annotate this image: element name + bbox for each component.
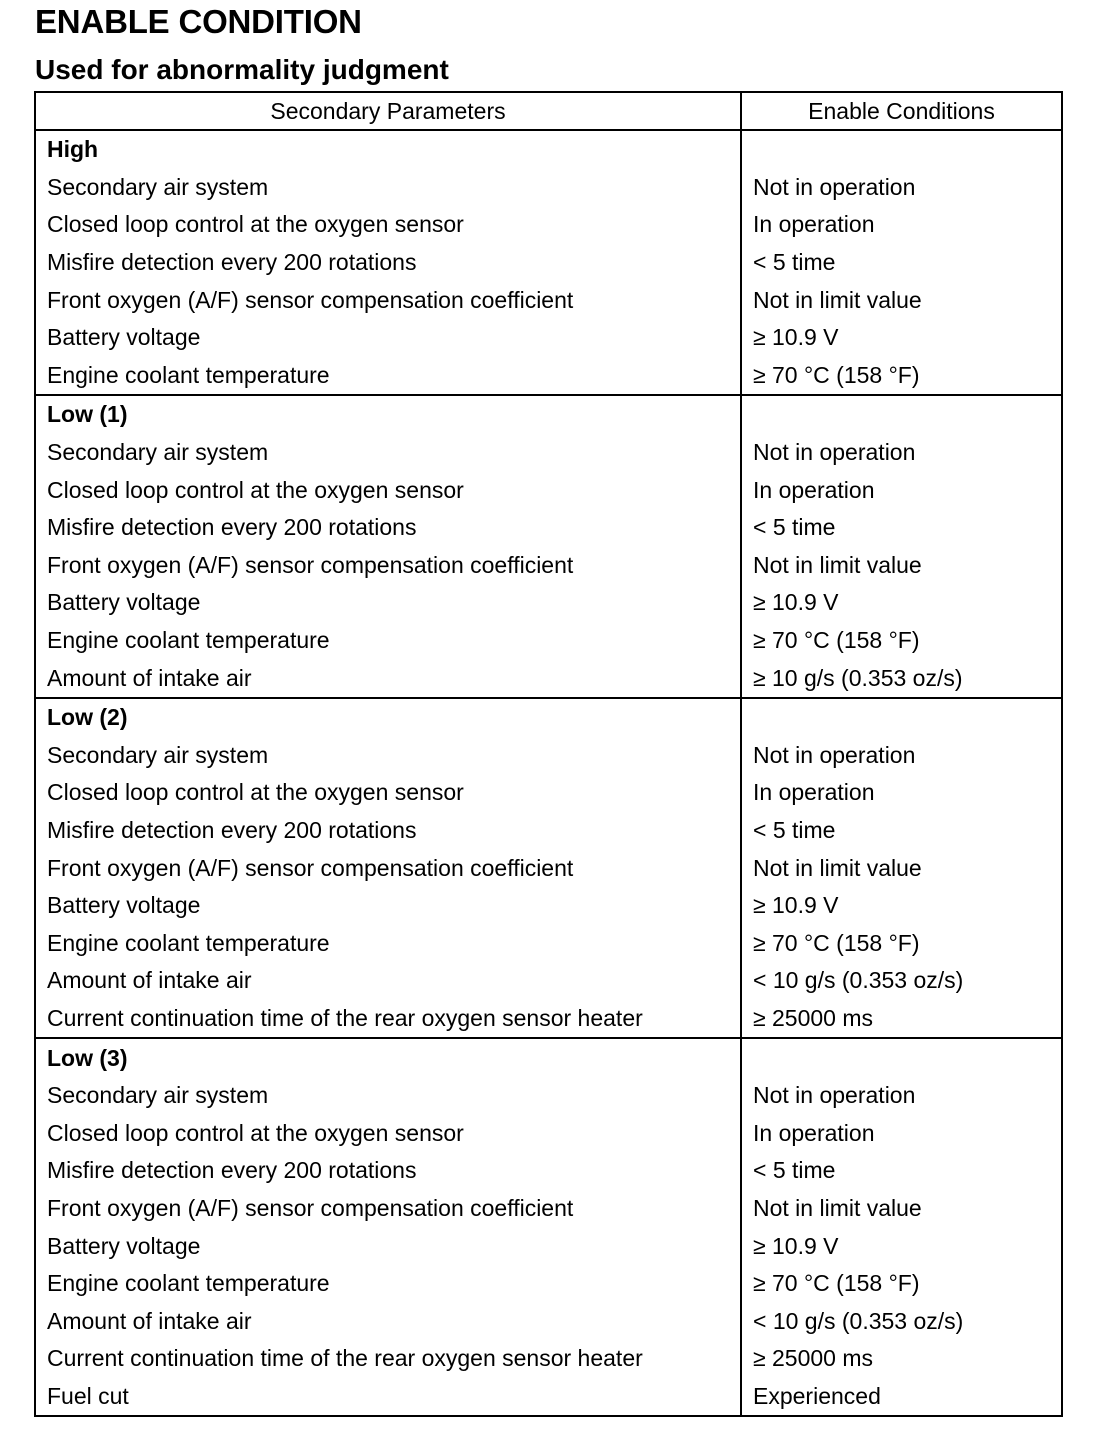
table-row (35, 281, 1062, 319)
parameter-cell: Closed loop control at the oxygen sensor (35, 206, 741, 244)
condition-cell: ≥ 70 °C (158 °F) (741, 357, 1062, 396)
table-row (35, 659, 1062, 698)
parameter-cell: Amount of intake air (35, 659, 741, 698)
condition-cell: Not in operation (741, 434, 1062, 472)
group-header-row (35, 130, 1062, 169)
table-row (35, 1227, 1062, 1265)
table-row (35, 1265, 1062, 1303)
table-row (35, 1190, 1062, 1228)
parameter-cell: Engine coolant temperature (35, 1265, 741, 1303)
parameter-cell: Amount of intake air (35, 962, 741, 1000)
table-row (35, 849, 1062, 887)
table-row (35, 924, 1062, 962)
table-row (35, 471, 1062, 509)
condition-cell: < 5 time (741, 509, 1062, 547)
group-label: Low (1) (35, 395, 741, 434)
condition-cell: ≥ 10.9 V (741, 887, 1062, 925)
table-row (35, 1152, 1062, 1190)
parameter-cell: Front oxygen (A/F) sensor compensation coefficient (35, 849, 741, 887)
parameter-cell: Engine coolant temperature (35, 357, 741, 396)
table-row (35, 1114, 1062, 1152)
table-row (35, 622, 1062, 660)
condition-cell: < 5 time (741, 244, 1062, 282)
parameter-cell: Secondary air system (35, 737, 741, 775)
table-header (35, 92, 1062, 130)
condition-cell: Not in limit value (741, 1190, 1062, 1228)
condition-cell: Experienced (741, 1378, 1062, 1417)
parameter-cell: Battery voltage (35, 1227, 741, 1265)
table-row (35, 319, 1062, 357)
table-row (35, 509, 1062, 547)
parameter-cell: Secondary air system (35, 434, 741, 472)
condition-cell: ≥ 10.9 V (741, 319, 1062, 357)
condition-cell: Not in operation (741, 1077, 1062, 1115)
table-row (35, 434, 1062, 472)
table-row (35, 1302, 1062, 1340)
condition-cell: Not in operation (741, 169, 1062, 207)
group-label-blank-cell (741, 1038, 1062, 1077)
condition-cell: < 10 g/s (0.353 oz/s) (741, 962, 1062, 1000)
header-row (35, 92, 1062, 130)
condition-cell: In operation (741, 471, 1062, 509)
parameter-cell: Fuel cut (35, 1378, 741, 1417)
condition-cell: < 5 time (741, 812, 1062, 850)
table-body (35, 130, 1062, 1416)
parameter-cell: Misfire detection every 200 rotations (35, 509, 741, 547)
parameter-cell: Misfire detection every 200 rotations (35, 244, 741, 282)
table-row (35, 1077, 1062, 1115)
parameter-cell: Battery voltage (35, 584, 741, 622)
page-title: ENABLE CONDITION (35, 3, 362, 40)
parameter-cell: Front oxygen (A/F) sensor compensation coefficient (35, 281, 741, 319)
parameter-cell: Closed loop control at the oxygen sensor (35, 774, 741, 812)
condition-cell: ≥ 70 °C (158 °F) (741, 1265, 1062, 1303)
table-row (35, 206, 1062, 244)
condition-cell: ≥ 10.9 V (741, 584, 1062, 622)
table-row (35, 1378, 1062, 1417)
enable-condition-table (34, 91, 1063, 1417)
table-row (35, 357, 1062, 396)
group-label-blank-cell (741, 698, 1062, 737)
condition-cell: In operation (741, 206, 1062, 244)
condition-cell: In operation (741, 1114, 1062, 1152)
condition-cell: ≥ 25000 ms (741, 1340, 1062, 1378)
table-row (35, 169, 1062, 207)
parameter-cell: Engine coolant temperature (35, 924, 741, 962)
group-label-blank-cell (741, 130, 1062, 169)
condition-cell: < 10 g/s (0.353 oz/s) (741, 1302, 1062, 1340)
condition-cell: In operation (741, 774, 1062, 812)
group-header-row (35, 698, 1062, 737)
parameter-cell: Amount of intake air (35, 1302, 741, 1340)
parameter-cell: Secondary air system (35, 169, 741, 207)
condition-cell: ≥ 25000 ms (741, 1000, 1062, 1039)
table-row (35, 244, 1062, 282)
table-row (35, 887, 1062, 925)
condition-cell: ≥ 70 °C (158 °F) (741, 622, 1062, 660)
condition-cell: ≥ 70 °C (158 °F) (741, 924, 1062, 962)
header-enable-conditions: Enable Conditions (741, 92, 1062, 130)
group-label: High (35, 130, 741, 169)
parameter-cell: Battery voltage (35, 319, 741, 357)
table-row (35, 1340, 1062, 1378)
parameter-cell: Battery voltage (35, 887, 741, 925)
table-row (35, 737, 1062, 775)
parameter-cell: Closed loop control at the oxygen sensor (35, 471, 741, 509)
condition-cell: Not in limit value (741, 281, 1062, 319)
parameter-cell: Closed loop control at the oxygen sensor (35, 1114, 741, 1152)
group-label: Low (2) (35, 698, 741, 737)
parameter-cell: Current continuation time of the rear oxygen sensor heater (35, 1340, 741, 1378)
condition-cell: < 5 time (741, 1152, 1062, 1190)
group-header-row (35, 1038, 1062, 1077)
condition-cell: ≥ 10.9 V (741, 1227, 1062, 1265)
group-label: Low (3) (35, 1038, 741, 1077)
parameter-cell: Front oxygen (A/F) sensor compensation coefficient (35, 1190, 741, 1228)
condition-cell: Not in limit value (741, 547, 1062, 585)
table-row (35, 962, 1062, 1000)
condition-cell: ≥ 10 g/s (0.353 oz/s) (741, 659, 1062, 698)
parameter-cell: Front oxygen (A/F) sensor compensation coefficient (35, 547, 741, 585)
condition-cell: Not in operation (741, 737, 1062, 775)
group-header-row (35, 395, 1062, 434)
section-subtitle: Used for abnormality judgment (35, 54, 449, 85)
parameter-cell: Misfire detection every 200 rotations (35, 1152, 741, 1190)
table-row (35, 774, 1062, 812)
table-row (35, 812, 1062, 850)
table-row (35, 1000, 1062, 1039)
parameter-cell: Current continuation time of the rear oxygen sensor heater (35, 1000, 741, 1039)
parameter-cell: Engine coolant temperature (35, 622, 741, 660)
table-row (35, 547, 1062, 585)
condition-cell: Not in limit value (741, 849, 1062, 887)
group-label-blank-cell (741, 395, 1062, 434)
parameter-cell: Misfire detection every 200 rotations (35, 812, 741, 850)
parameter-cell: Secondary air system (35, 1077, 741, 1115)
table-row (35, 584, 1062, 622)
header-secondary-parameters: Secondary Parameters (35, 92, 741, 130)
